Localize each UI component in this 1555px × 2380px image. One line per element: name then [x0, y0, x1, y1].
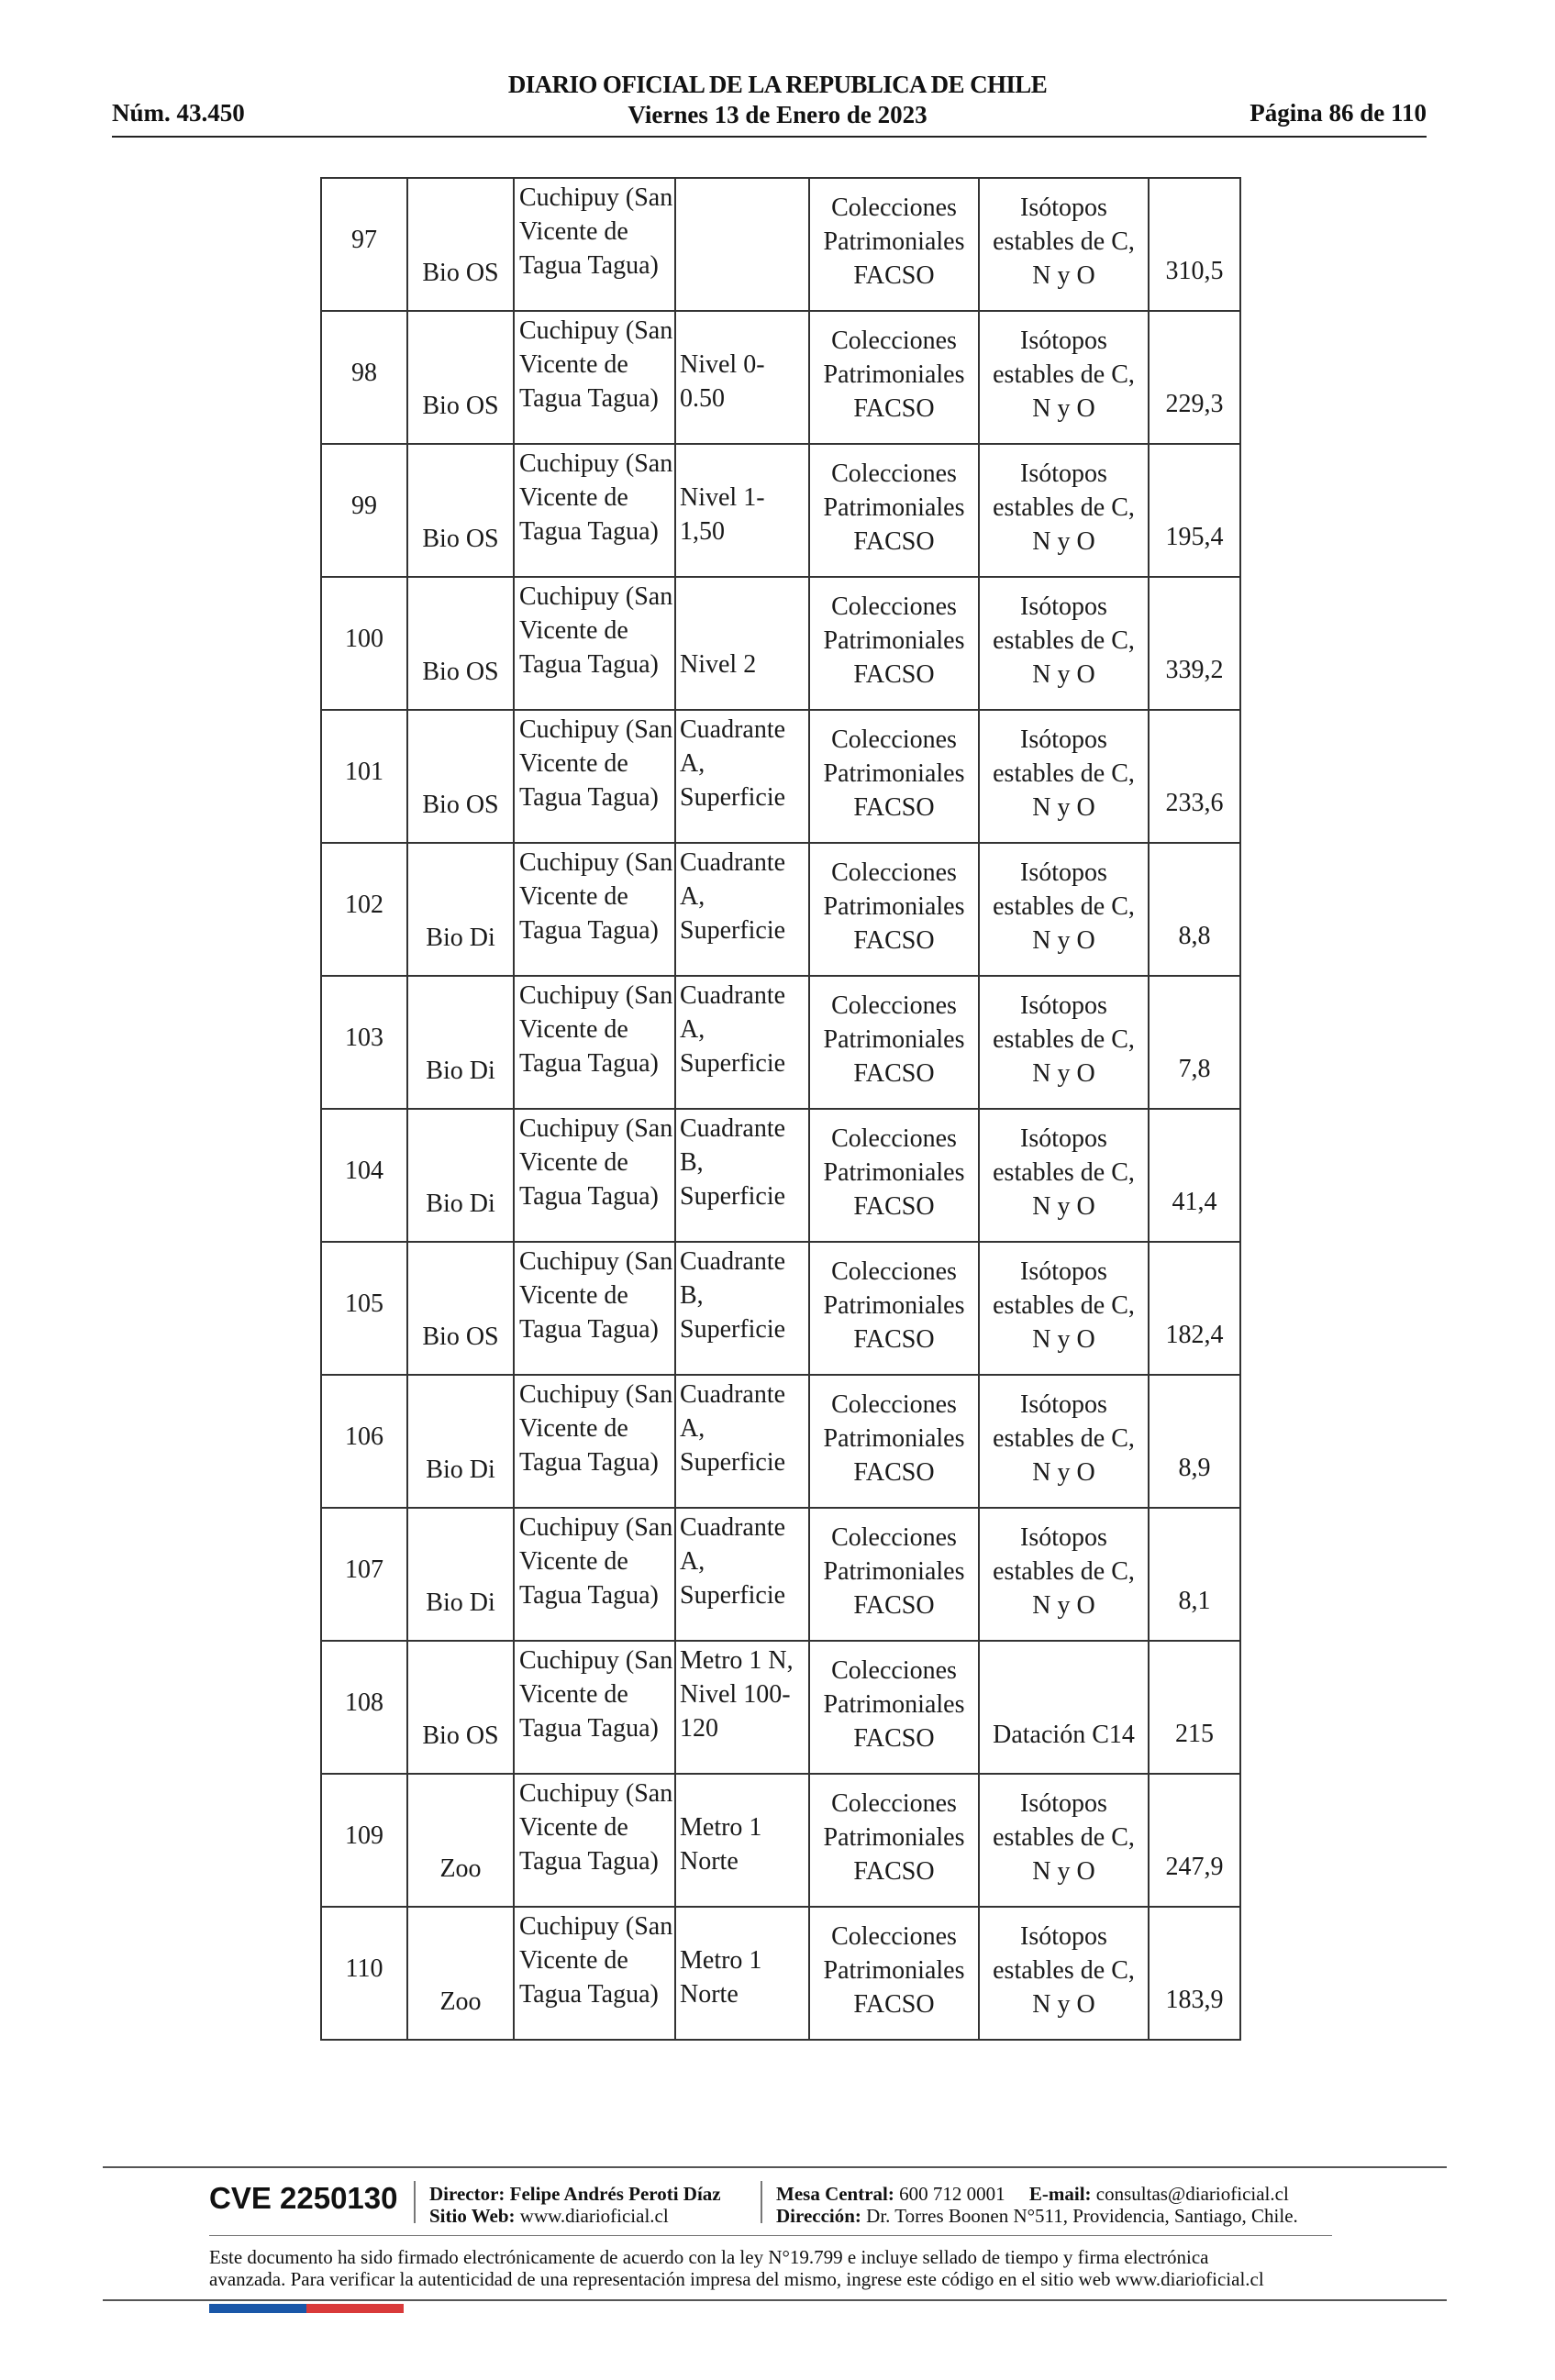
analysis-type-cell: [979, 976, 1149, 1109]
site-name-cell: [514, 843, 675, 976]
sample-level: Cuadrante B, Superficie: [680, 1247, 786, 1344]
sample-value: 215: [1175, 1720, 1214, 1748]
sample-level-cell: [675, 178, 809, 311]
footer-separator: [414, 2181, 416, 2223]
collection-name: Colecciones Patrimoniales FACSO: [823, 991, 965, 1088]
analysis-type: Isótopos estables de C, N y O: [993, 1922, 1135, 2019]
analysis-type: Isótopos estables de C, N y O: [993, 1124, 1135, 1221]
sample-value: 41,4: [1172, 1188, 1217, 1216]
director-name: Felipe Andrés Peroti Díaz: [509, 2183, 721, 2205]
site-name: Cuchipuy (San Vicente de Tagua Tagua): [519, 582, 673, 679]
sample-type-cell: [407, 577, 514, 710]
table-row: [321, 976, 1240, 1109]
row-number: 104: [345, 1157, 383, 1185]
site-name: Cuchipuy (San Vicente de Tagua Tagua): [519, 1247, 673, 1344]
analysis-type-cell: [979, 1375, 1149, 1508]
row-number-cell: [321, 311, 407, 444]
sample-level-cell: [675, 976, 809, 1109]
sample-type: Bio Di: [426, 1589, 495, 1617]
sample-level-cell: [675, 1907, 809, 2040]
sample-type: Bio OS: [422, 392, 499, 420]
row-number: 101: [345, 758, 383, 786]
analysis-type: Isótopos estables de C, N y O: [993, 194, 1135, 290]
address-value: Dr. Torres Boonen N°511, Providencia, Santiago, Chile.: [866, 2205, 1298, 2227]
newspaper-title: DIARIO OFICIAL DE LA REPUBLICA DE CHILE: [507, 71, 1048, 98]
collection-name-cell: [809, 843, 979, 976]
sample-value-cell: [1149, 444, 1240, 577]
analysis-type: Isótopos estables de C, N y O: [993, 592, 1135, 689]
row-number: 102: [345, 891, 383, 919]
site-name-cell: [514, 1508, 675, 1641]
row-number-cell: [321, 1508, 407, 1641]
site-name-cell: [514, 444, 675, 577]
site-name: Cuchipuy (San Vicente de Tagua Tagua): [519, 715, 673, 812]
site-name: Cuchipuy (San Vicente de Tagua Tagua): [519, 1912, 673, 2009]
row-number-cell: [321, 1907, 407, 2040]
analysis-type-cell: [979, 1242, 1149, 1375]
sample-value: 233,6: [1165, 789, 1224, 817]
sample-type: Bio Di: [426, 1190, 495, 1218]
analysis-type: Isótopos estables de C, N y O: [993, 1523, 1135, 1620]
collection-name: Colecciones Patrimoniales FACSO: [823, 1390, 965, 1487]
samples-table: [320, 177, 1241, 2041]
collection-name: Colecciones Patrimoniales FACSO: [823, 1656, 965, 1753]
site-name: Cuchipuy (San Vicente de Tagua Tagua): [519, 981, 673, 1078]
sample-level: Cuadrante A, Superficie: [680, 981, 786, 1078]
collection-name: Colecciones Patrimoniales FACSO: [823, 194, 965, 290]
sample-type-cell: [407, 444, 514, 577]
table-row: [321, 577, 1240, 710]
sample-level-cell: [675, 1774, 809, 1907]
sample-level: Nivel 2: [680, 650, 757, 679]
collection-name-cell: [809, 444, 979, 577]
sample-value: 183,9: [1165, 1986, 1224, 2014]
sample-level: Cuadrante A, Superficie: [680, 1380, 786, 1477]
row-number: 98: [351, 359, 377, 387]
collection-name: Colecciones Patrimoniales FACSO: [823, 592, 965, 689]
contact-info: [776, 2183, 1298, 2227]
sample-value: 310,5: [1165, 257, 1224, 285]
row-number: 103: [345, 1024, 383, 1052]
sample-level-cell: [675, 444, 809, 577]
sample-type: Zoo: [439, 1987, 482, 2016]
sample-type: Bio Di: [426, 1057, 495, 1085]
sample-value-cell: [1149, 178, 1240, 311]
site-name-cell: [514, 178, 675, 311]
sample-value: 229,3: [1165, 390, 1224, 418]
table-row: [321, 444, 1240, 577]
sample-value: 8,1: [1178, 1587, 1211, 1615]
analysis-type-cell: [979, 444, 1149, 577]
analysis-type-cell: [979, 178, 1149, 311]
phone-label: Mesa Central:: [776, 2183, 894, 2205]
sample-value-cell: [1149, 1774, 1240, 1907]
sample-level: Cuadrante B, Superficie: [680, 1114, 786, 1211]
site-name-cell: [514, 1907, 675, 2040]
collection-name: Colecciones Patrimoniales FACSO: [823, 459, 965, 556]
table-row: [321, 311, 1240, 444]
collection-name: Colecciones Patrimoniales FACSO: [823, 327, 965, 423]
sample-level: Nivel 0- 0.50: [680, 350, 765, 413]
row-number-cell: [321, 710, 407, 843]
director-info: [429, 2183, 721, 2227]
analysis-type-cell: [979, 843, 1149, 976]
header-divider: [112, 136, 1427, 138]
analysis-type: Isótopos estables de C, N y O: [993, 1789, 1135, 1886]
sample-type: Bio OS: [422, 1721, 499, 1750]
site-name-cell: [514, 1774, 675, 1907]
analysis-type: Datación C14: [993, 1721, 1135, 1749]
table-row: [321, 1641, 1240, 1774]
collection-name-cell: [809, 1907, 979, 2040]
sample-type: Bio Di: [426, 924, 495, 952]
analysis-type: Isótopos estables de C, N y O: [993, 858, 1135, 955]
row-number-cell: [321, 843, 407, 976]
sample-type-cell: [407, 1508, 514, 1641]
site-name: Cuchipuy (San Vicente de Tagua Tagua): [519, 1114, 673, 1211]
table-row: [321, 1242, 1240, 1375]
site-name: Cuchipuy (San Vicente de Tagua Tagua): [519, 1513, 673, 1610]
sample-level-cell: [675, 843, 809, 976]
cve-code: CVE 2250130: [209, 2181, 398, 2215]
row-number-cell: [321, 178, 407, 311]
table-row: [321, 1109, 1240, 1242]
sample-type-cell: [407, 1641, 514, 1774]
sample-level-cell: [675, 1508, 809, 1641]
sample-type-cell: [407, 1242, 514, 1375]
collection-name-cell: [809, 1109, 979, 1242]
legal-line: avanzada. Para verificar la autenticidad de una representación impresa del mismo, ingrese este código en el sitio web www.diarioficial.cl: [209, 2268, 1264, 2290]
issue-date: Viernes 13 de Enero de 2023: [628, 101, 927, 128]
collection-name-cell: [809, 1375, 979, 1508]
sample-type: Bio OS: [422, 791, 499, 819]
sample-type-cell: [407, 311, 514, 444]
sample-level: Nivel 1- 1,50: [680, 483, 765, 546]
email-label: E-mail:: [1028, 2183, 1092, 2205]
sample-type: Zoo: [439, 1854, 482, 1883]
site-name-cell: [514, 1109, 675, 1242]
analysis-type: Isótopos estables de C, N y O: [993, 1257, 1135, 1354]
analysis-type-cell: [979, 1774, 1149, 1907]
sample-level: Metro 1 Norte: [680, 1813, 762, 1876]
row-number-cell: [321, 1774, 407, 1907]
sample-value: 182,4: [1165, 1321, 1224, 1349]
site-name: Cuchipuy (San Vicente de Tagua Tagua): [519, 1779, 673, 1876]
sample-level: Metro 1 N, Nivel 100- 120: [680, 1646, 794, 1743]
sample-value-cell: [1149, 311, 1240, 444]
sample-level-cell: [675, 710, 809, 843]
website-label: Sitio Web:: [429, 2205, 516, 2227]
row-number-cell: [321, 1109, 407, 1242]
sample-level-cell: [675, 1109, 809, 1242]
row-number: 110: [345, 1954, 383, 1983]
collection-name-cell: [809, 1641, 979, 1774]
sample-value: 7,8: [1178, 1055, 1211, 1083]
collection-name: Colecciones Patrimoniales FACSO: [823, 1124, 965, 1221]
analysis-type: Isótopos estables de C, N y O: [993, 991, 1135, 1088]
sample-type-cell: [407, 976, 514, 1109]
sample-value-cell: [1149, 577, 1240, 710]
phone-number: 600 712 0001: [899, 2183, 1005, 2205]
site-name-cell: [514, 1242, 675, 1375]
site-name: Cuchipuy (San Vicente de Tagua Tagua): [519, 449, 673, 546]
sample-value: 8,8: [1178, 922, 1211, 950]
collection-name-cell: [809, 311, 979, 444]
collection-name: Colecciones Patrimoniales FACSO: [823, 1789, 965, 1886]
table-row: [321, 1375, 1240, 1508]
analysis-type: Isótopos estables de C, N y O: [993, 459, 1135, 556]
site-name-cell: [514, 1641, 675, 1774]
sample-level: [676, 179, 808, 181]
sample-type: Bio OS: [422, 525, 499, 553]
sample-level-cell: [675, 1641, 809, 1774]
analysis-type: Isótopos estables de C, N y O: [993, 327, 1135, 423]
row-number-cell: [321, 1242, 407, 1375]
collection-name-cell: [809, 976, 979, 1109]
address-label: Dirección:: [776, 2205, 861, 2227]
analysis-type-cell: [979, 311, 1149, 444]
site-name-cell: [514, 1375, 675, 1508]
row-number: 108: [345, 1688, 383, 1717]
site-name: Cuchipuy (San Vicente de Tagua Tagua): [519, 1646, 673, 1743]
table-row: [321, 1774, 1240, 1907]
sample-type: Bio OS: [422, 1323, 499, 1351]
collection-name: Colecciones Patrimoniales FACSO: [823, 858, 965, 955]
samples-table-body: [321, 178, 1240, 2040]
analysis-type-cell: [979, 1641, 1149, 1774]
sample-value-cell: [1149, 843, 1240, 976]
site-name-cell: [514, 976, 675, 1109]
sample-value-cell: [1149, 710, 1240, 843]
collection-name-cell: [809, 1774, 979, 1907]
collection-name-cell: [809, 178, 979, 311]
sample-type-cell: [407, 1109, 514, 1242]
website-link[interactable]: www.diarioficial.cl: [519, 2205, 669, 2227]
footer-separator: [761, 2181, 762, 2223]
sample-level: Cuadrante A, Superficie: [680, 715, 786, 812]
site-name-cell: [514, 710, 675, 843]
sample-type-cell: [407, 1907, 514, 2040]
analysis-type-cell: [979, 1907, 1149, 2040]
sample-value-cell: [1149, 1907, 1240, 2040]
collection-name-cell: [809, 710, 979, 843]
site-name: Cuchipuy (San Vicente de Tagua Tagua): [519, 848, 673, 945]
director-label: Director:: [429, 2183, 505, 2205]
sample-value-cell: [1149, 1242, 1240, 1375]
sample-level-cell: [675, 311, 809, 444]
sample-value: 8,9: [1178, 1454, 1211, 1482]
sample-value-cell: [1149, 1109, 1240, 1242]
collection-name-cell: [809, 1508, 979, 1641]
footer-divider-mid: [209, 2235, 1332, 2236]
sample-type: Bio Di: [426, 1456, 495, 1484]
analysis-type-cell: [979, 577, 1149, 710]
sample-level: Cuadrante A, Superficie: [680, 1513, 786, 1610]
sample-level-cell: [675, 1242, 809, 1375]
footer-divider-bottom: [103, 2299, 1447, 2301]
collection-name: Colecciones Patrimoniales FACSO: [823, 1922, 965, 2019]
row-number-cell: [321, 444, 407, 577]
site-name: Cuchipuy (San Vicente de Tagua Tagua): [519, 316, 673, 413]
row-number-cell: [321, 1375, 407, 1508]
legal-line: Este documento ha sido firmado electrónicamente de acuerdo con la ley N°19.799 e incluye sellado de tiempo y firma electrónica: [209, 2246, 1209, 2268]
analysis-type-cell: [979, 1508, 1149, 1641]
row-number-cell: [321, 577, 407, 710]
site-name-cell: [514, 311, 675, 444]
table-row: [321, 1907, 1240, 2040]
analysis-type: Isótopos estables de C, N y O: [993, 725, 1135, 822]
row-number: 106: [345, 1422, 383, 1451]
sample-value: 339,2: [1165, 656, 1224, 684]
row-number-cell: [321, 976, 407, 1109]
table-row: [321, 1508, 1240, 1641]
sample-type-cell: [407, 843, 514, 976]
sample-level-cell: [675, 1375, 809, 1508]
sample-type-cell: [407, 1774, 514, 1907]
row-number: 109: [345, 1821, 383, 1850]
sample-type-cell: [407, 710, 514, 843]
sample-level-cell: [675, 577, 809, 710]
flag-stripe-red: [306, 2304, 404, 2313]
site-name: Cuchipuy (San Vicente de Tagua Tagua): [519, 183, 673, 280]
sample-value-cell: [1149, 1375, 1240, 1508]
row-number: 97: [351, 226, 377, 254]
sample-value: 195,4: [1165, 523, 1224, 551]
sample-value-cell: [1149, 1641, 1240, 1774]
row-number-cell: [321, 1641, 407, 1774]
collection-name: Colecciones Patrimoniales FACSO: [823, 1523, 965, 1620]
row-number: 107: [345, 1555, 383, 1584]
table-row: [321, 710, 1240, 843]
email-link[interactable]: consultas@diarioficial.cl: [1095, 2183, 1289, 2205]
collection-name-cell: [809, 577, 979, 710]
footer-divider-top: [103, 2166, 1447, 2168]
sample-type: Bio OS: [422, 658, 499, 686]
sample-value-cell: [1149, 1508, 1240, 1641]
table-row: [321, 178, 1240, 311]
issue-number: Núm. 43.450: [112, 99, 245, 127]
site-name: Cuchipuy (San Vicente de Tagua Tagua): [519, 1380, 673, 1477]
analysis-type-cell: [979, 1109, 1149, 1242]
row-number: 99: [351, 492, 377, 520]
legal-notice: [209, 2246, 1347, 2290]
site-name-cell: [514, 577, 675, 710]
collection-name: Colecciones Patrimoniales FACSO: [823, 725, 965, 822]
collection-name-cell: [809, 1242, 979, 1375]
collection-name: Colecciones Patrimoniales FACSO: [823, 1257, 965, 1354]
table-row: [321, 843, 1240, 976]
row-number: 105: [345, 1290, 383, 1318]
sample-value-cell: [1149, 976, 1240, 1109]
sample-value: 247,9: [1165, 1853, 1224, 1881]
row-number: 100: [345, 625, 383, 653]
flag-stripe-blue: [209, 2304, 306, 2313]
sample-type-cell: [407, 1375, 514, 1508]
analysis-type: Isótopos estables de C, N y O: [993, 1390, 1135, 1487]
analysis-type-cell: [979, 710, 1149, 843]
sample-level: Metro 1 Norte: [680, 1946, 762, 2009]
page-number: Página 86 de 110: [1250, 99, 1427, 127]
sample-level: Cuadrante A, Superficie: [680, 848, 786, 945]
sample-type: Bio OS: [422, 259, 499, 287]
sample-type-cell: [407, 178, 514, 311]
